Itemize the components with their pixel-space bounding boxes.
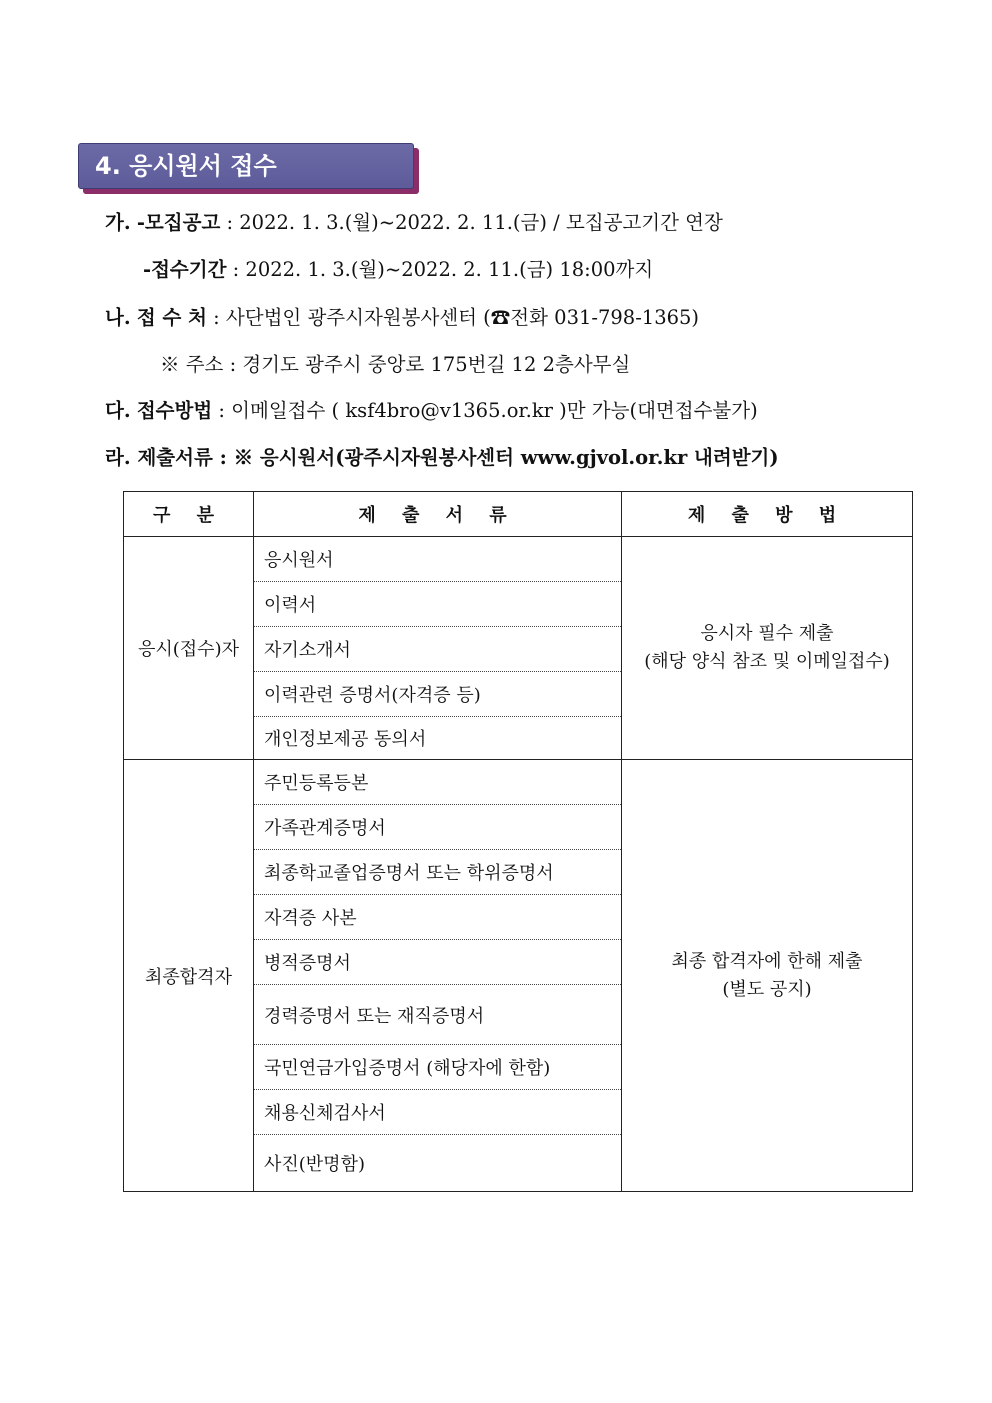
- group-final: 최종합격자: [124, 760, 254, 1192]
- header-method: 제 출 방 법: [622, 492, 913, 537]
- item-value: : 2022. 1. 3.(월)~2022. 2. 11.(금) 18:00까지: [232, 258, 654, 281]
- address-note: ※ 주소 : 경기도 광주시 중앙로 175번길 12 2층사무실: [160, 353, 631, 376]
- doc-cell: 사진(반명함): [254, 1135, 622, 1192]
- doc-cell: 채용신체검사서: [254, 1090, 622, 1135]
- item-marker: 가.: [105, 211, 131, 234]
- item-marker: 다.: [105, 399, 131, 422]
- item-label: 접수방법: [136, 399, 213, 422]
- method-line: (별도 공지): [722, 978, 812, 1000]
- doc-cell: 국민연금가입증명서 (해당자에 한함): [254, 1045, 622, 1090]
- item-na: [105, 305, 699, 331]
- item-marker: 나.: [105, 306, 131, 329]
- doc-cell: 이력관련 증명서(자격증 등): [254, 672, 622, 717]
- method-line: 응시자 필수 제출: [700, 623, 834, 644]
- doc-cell: 병적증명서: [254, 940, 622, 985]
- item-ra: [105, 445, 779, 471]
- table-header-row: [124, 492, 913, 537]
- table-row: [124, 760, 913, 805]
- item-marker: 라.: [105, 446, 131, 469]
- doc-cell: 최종학교졸업증명서 또는 학위증명서: [254, 850, 622, 895]
- method-final: [622, 760, 913, 1192]
- item-value: : 2022. 1. 3.(월)~2022. 2. 11.(금) / 모집공고기간 연장: [226, 211, 723, 234]
- header-category: 구 분: [124, 492, 254, 537]
- doc-cell: 경력증명서 또는 재직증명서: [254, 985, 622, 1045]
- section-title: 4. 응시원서 접수: [78, 143, 414, 189]
- group-applicant: 응시(접수)자: [124, 537, 254, 760]
- item-value: : 사단법인 광주시자원봉사센터 (☎전화 031-798-1365): [213, 306, 700, 329]
- table-row: [124, 537, 913, 582]
- doc-cell: 개인정보제공 동의서: [254, 717, 622, 760]
- section-banner: [78, 143, 414, 189]
- doc-cell: 응시원서: [254, 537, 622, 582]
- doc-cell: 이력서: [254, 582, 622, 627]
- header-documents: 제 출 서 류: [254, 492, 622, 537]
- item-value: : ※ 응시원서(광주시자원봉사센터 www.gjvol.or.kr 내려받기): [219, 446, 779, 469]
- doc-cell: 주민등록등본: [254, 760, 622, 805]
- method-line: (해당 양식 참조 및 이메일접수): [644, 651, 890, 672]
- documents-table: [123, 491, 913, 1192]
- doc-cell: 자기소개서: [254, 627, 622, 672]
- item-da: [105, 398, 758, 424]
- item-label: 접 수 처: [136, 306, 207, 329]
- doc-cell: 가족관계증명서: [254, 805, 622, 850]
- item-label: -모집공고: [136, 211, 221, 234]
- item-value: : 이메일접수 ( ksf4bro@v1365.or.kr )만 가능(대면접수불가): [218, 399, 758, 422]
- item-label: 제출서류: [137, 446, 213, 469]
- item-label: -접수기간: [143, 258, 227, 281]
- item-ga-recruit: [105, 210, 723, 236]
- method-line: 최종 합격자에 한해 제출: [671, 950, 863, 972]
- doc-cell: 자격증 사본: [254, 895, 622, 940]
- item-ga-period: [143, 257, 653, 283]
- method-applicant: [622, 537, 913, 760]
